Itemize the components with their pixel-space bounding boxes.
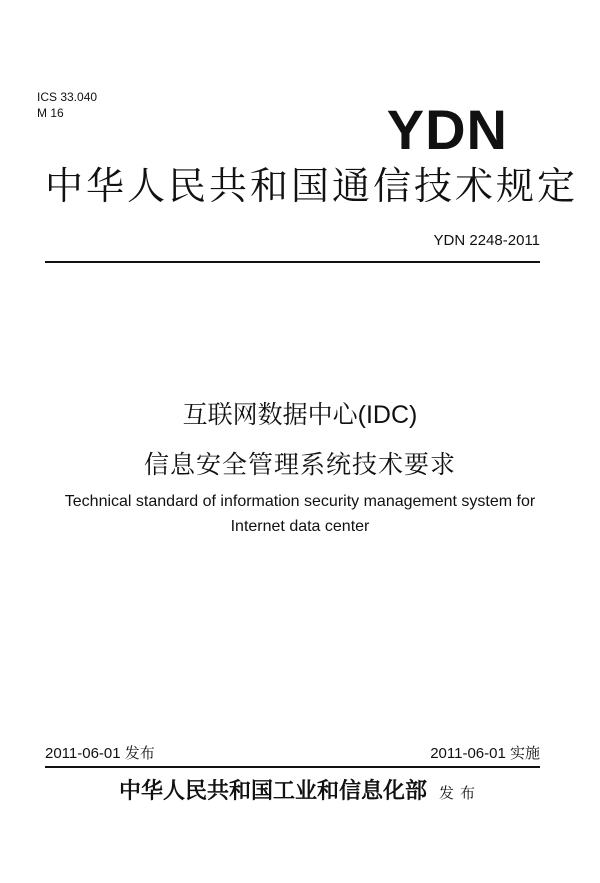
header-divider bbox=[45, 261, 540, 263]
standard-number: YDN 2248-2011 bbox=[433, 232, 540, 249]
standard-type-title: 中华人民共和国通信技术规定 bbox=[45, 166, 579, 208]
title-en-line2: Internet data center bbox=[230, 518, 370, 535]
footer-divider bbox=[45, 766, 540, 768]
title-en-line1: Technical standard of information security management system for bbox=[64, 493, 536, 510]
title-cn-line2: 信息安全管理系统技术要求 bbox=[143, 451, 456, 479]
publisher bbox=[0, 774, 600, 805]
ics-code: ICS 33.040 bbox=[37, 90, 98, 104]
publish-date: 2011-06-01 发布 bbox=[45, 745, 155, 762]
implement-date: 2011-06-01 实施 bbox=[430, 745, 540, 762]
classification-code: M 16 bbox=[37, 106, 64, 120]
ydn-logo: YDN bbox=[386, 98, 508, 161]
publisher-suffix: 发布 bbox=[439, 785, 482, 802]
publisher-name: 中华人民共和国工业和信息化部 bbox=[118, 778, 427, 803]
title-cn-line1: 互联网数据中心(IDC) bbox=[182, 401, 418, 429]
